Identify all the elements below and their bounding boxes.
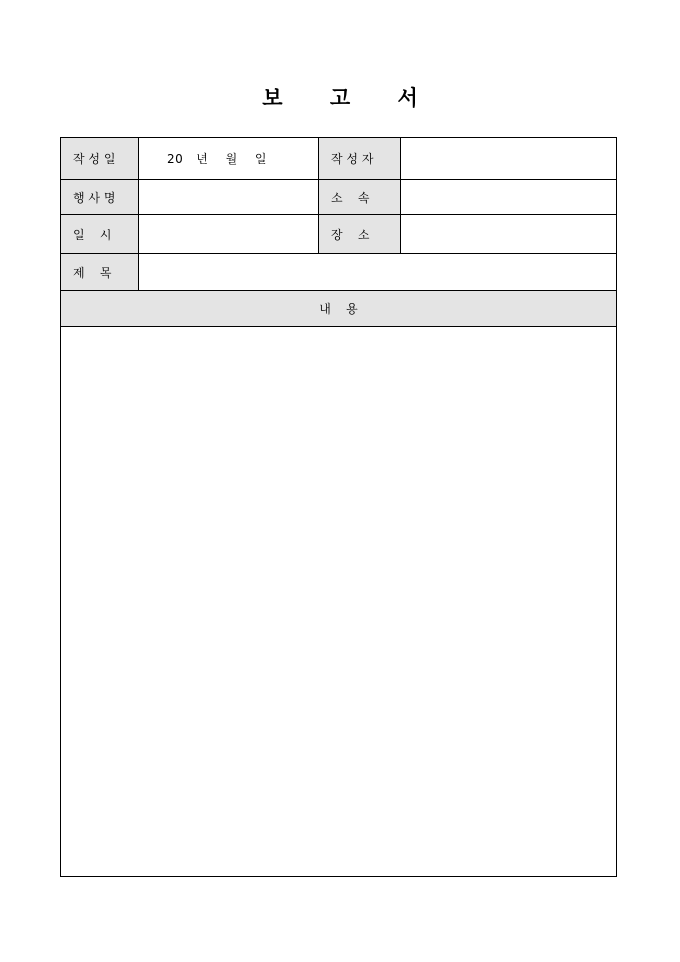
datetime-field[interactable] [139, 215, 319, 253]
label-department: 소 속 [319, 180, 401, 214]
label-datetime: 일 시 [61, 215, 139, 253]
date-field[interactable]: 20 년 월 일 [139, 138, 319, 179]
content-header: 내 용 [61, 291, 616, 326]
subject-field[interactable] [139, 254, 616, 290]
row-date-author [61, 138, 616, 180]
label-author: 작 성 자 [319, 138, 401, 179]
row-content-header [61, 291, 616, 327]
row-datetime-place [61, 215, 616, 254]
place-field[interactable] [401, 215, 616, 253]
event-name-field[interactable] [139, 180, 319, 214]
row-event-dept [61, 180, 616, 215]
department-field[interactable] [401, 180, 616, 214]
label-event-name: 행 사 명 [61, 180, 139, 214]
label-subject: 제 목 [61, 254, 139, 290]
row-subject [61, 254, 616, 291]
author-field[interactable] [401, 138, 616, 179]
report-form [60, 137, 617, 877]
label-place: 장 소 [319, 215, 401, 253]
content-body-field[interactable] [61, 327, 616, 876]
label-date: 작 성 일 [61, 138, 139, 179]
page-title: 보 고 서 [262, 85, 438, 110]
